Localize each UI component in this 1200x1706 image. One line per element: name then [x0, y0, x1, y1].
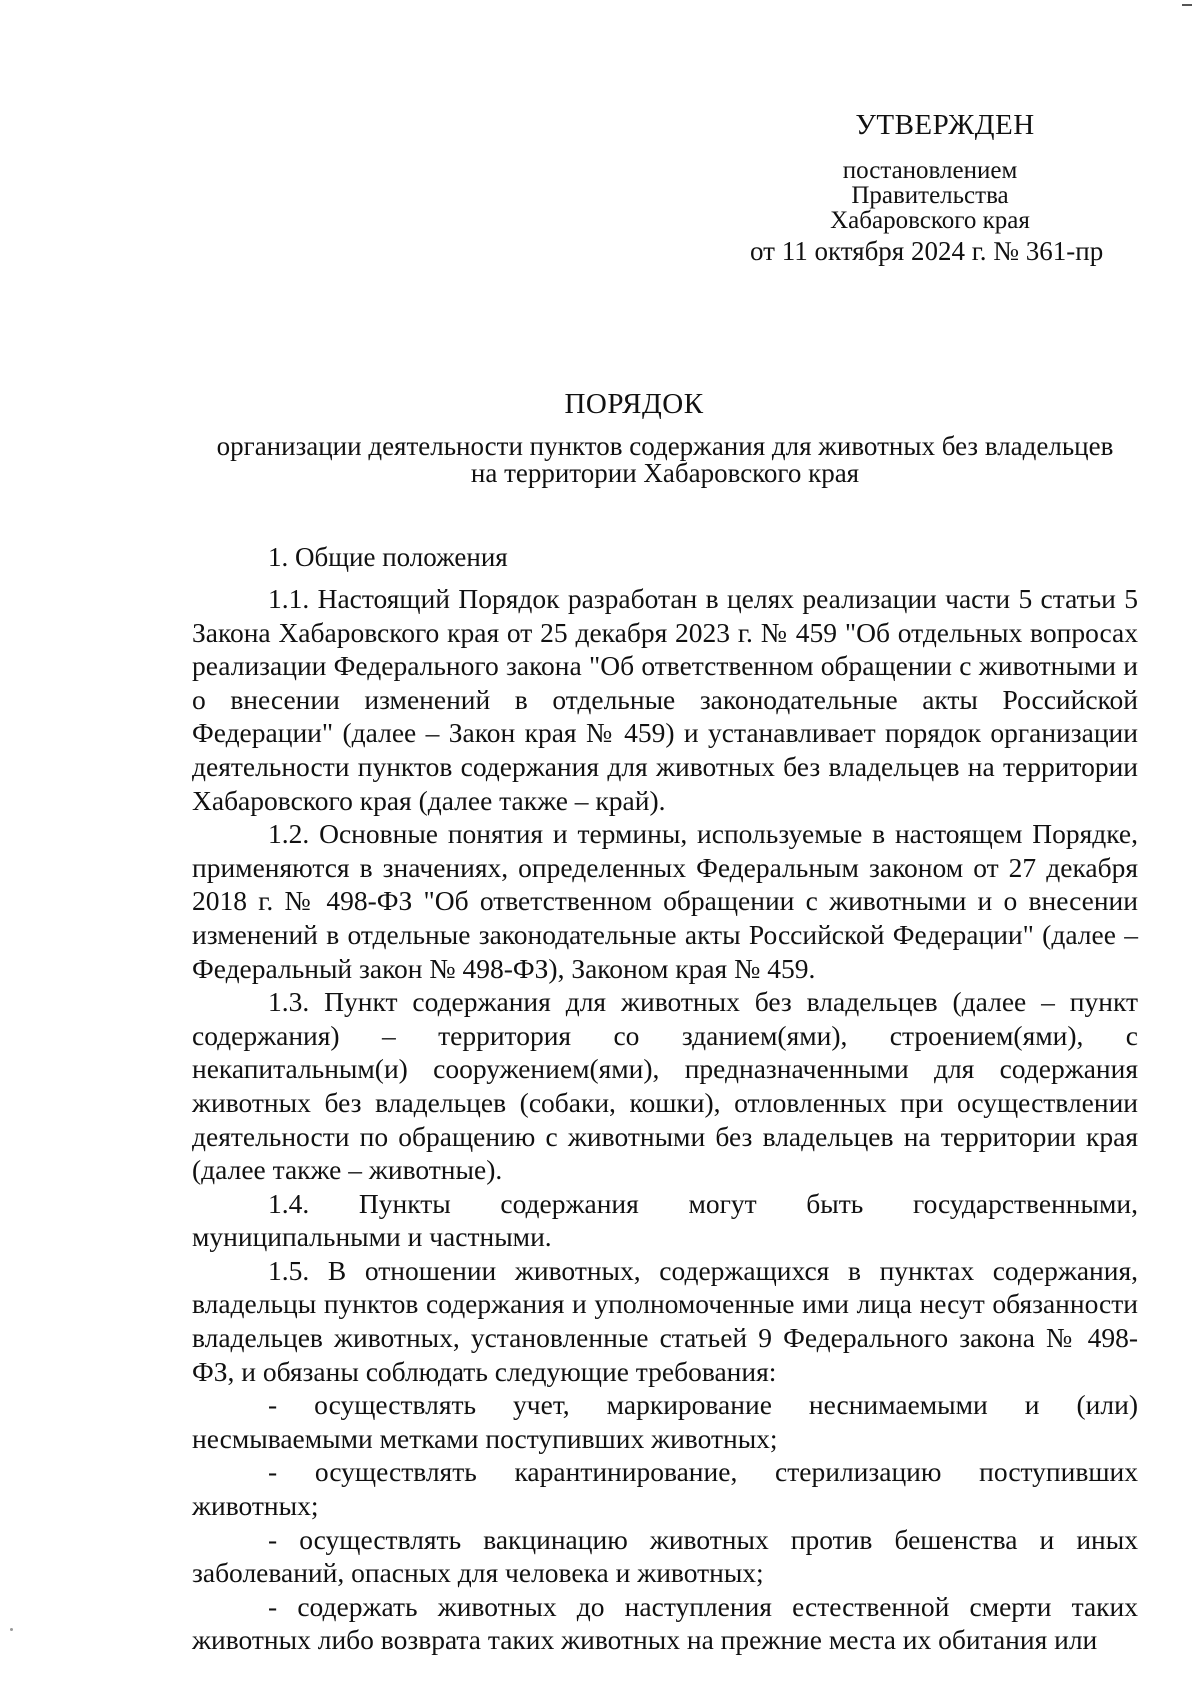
- section-body: [192, 582, 1138, 1657]
- document-subtitle-line-2: на территории Хабаровского края: [470, 458, 860, 488]
- approval-line-3: Хабаровского края: [830, 207, 1030, 234]
- paragraph-1-2: 1.2. Основные понятия и термины, используемые в настоящем Порядке, применяются в значениях, определенных Федеральным законом от 27 декабря 2018 г. № 498-ФЗ "Об ответственном обращении с животными и о внесении изменений в отдельные законодательные акты Российской Федерации" (далее – Федеральный закон № 498-ФЗ), Законом края № 459.: [192, 818, 1138, 984]
- approval-line-1: постановлением: [842, 157, 1018, 184]
- requirement-item: - осуществлять вакцинацию животных против бешенства и иных заболеваний, опасных для человека и животных;: [192, 1523, 1138, 1589]
- requirement-item: - осуществлять учет, маркирование неснимаемыми и (или) несмываемыми метками поступивших животных;: [192, 1389, 1138, 1454]
- section-heading: 1. Общие положения: [268, 542, 508, 572]
- document-subtitle-line-1: организации деятельности пунктов содержания для животных без владельцев: [216, 431, 1114, 461]
- requirement-item: - осуществлять карантинирование, стерилизацию поступивших животных;: [192, 1456, 1138, 1522]
- approval-stamp-block: [740, 108, 1120, 233]
- approval-lines: [740, 158, 1120, 233]
- scan-corner-mark: [1182, 4, 1192, 6]
- approval-heading: УТВЕРЖДЕН: [855, 109, 1035, 141]
- document-title: ПОРЯДОК: [564, 388, 704, 420]
- approval-date: от 11 октября 2024 г. № 361-пр: [750, 236, 1104, 266]
- paragraph-1-5: 1.5. В отношении животных, содержащихся в пунктах содержания, владельцы пунктов содержания и уполномоченные ими лица несут обязанности владельцев животных, установленные статьей 9 Федерального закона № 498-ФЗ, и обязаны соблюдать следующие требования:: [192, 1254, 1138, 1387]
- paragraph-1-1: 1.1. Настоящий Порядок разработан в целях реализации части 5 статьи 5 Закона Хабаровского края от 25 декабря 2023 г. № 459 "Об отдельных вопросах реализации Федерального закона "Об ответственном обращении с животными и о внесении изменений в отдельные законодательные акты Российской Федерации" (далее – Закон края № 459) и устанавливает порядок организации деятельности пунктов содержания для животных без владельцев на территории Хабаровского края (далее также – край).: [192, 583, 1138, 816]
- paragraph-1-3: 1.3. Пункт содержания для животных без владельцев (далее – пункт содержания) – территория со зданием(ями), строением(ями), с некапитальным(и) сооружением(ями), предназначенными для содержания животных без владельцев (собаки, кошки), отловленных при осуществлении деятельности по обращению с животными без владельцев на территории края (далее также – животные).: [192, 986, 1138, 1186]
- approval-line-2: Правительства: [851, 182, 1009, 209]
- requirement-item: - содержать животных до наступления естественной смерти таких животных либо возврата таких животных на прежние места их обитания или: [192, 1590, 1138, 1656]
- document-subtitle: [190, 433, 1140, 487]
- paragraph-1-4: 1.4. Пункты содержания могут быть государственными, муниципальными и частными.: [192, 1187, 1138, 1253]
- scan-edge-dot: [10, 1628, 13, 1631]
